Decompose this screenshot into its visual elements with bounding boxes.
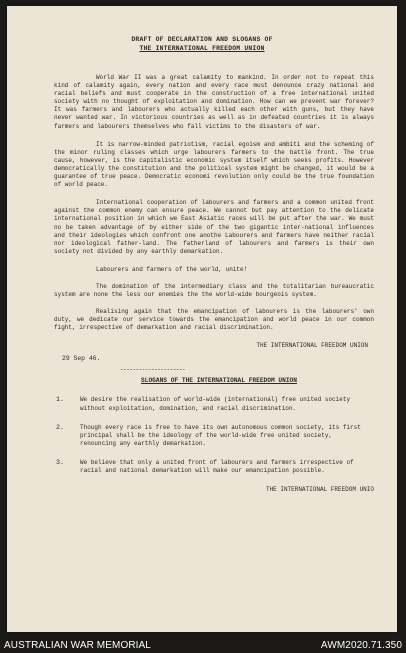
slogan-text: We desire the realisation of world-wide (international) free united society without exploitation, domination, and racial discrimination.: [80, 396, 351, 412]
declaration-signature: THE INTERNATIONAL FREEDOM UNION: [256, 342, 368, 350]
paragraph-3: International cooperation of labourers and farmers and a common united front against the common enemy can ensure peace. We cannot but pay attention to the delicate international position in which we East Asiatic races will be put after the war. We must no be taken advantage of by either side of the two gigantic inter-national influences and their ideologies which confront one anothe Labourers and farmers have neither racial nor ideological father-land. The fatherland of labourers and farmers is their own society not divided by any earthly demarkation.: [54, 199, 374, 255]
document-date: 29 Sep 46.: [62, 355, 101, 363]
paragraph-6: Realising again that the emancipation of labourers is the labourers' own duty, we dedicate our service towards the emancipation and world peace in our common fight, irrespective of demarkation and racial discrimination.: [54, 308, 374, 332]
slogan-item: [54, 396, 374, 412]
document-body: [54, 74, 374, 493]
slogan-item: [54, 424, 374, 448]
paragraph-5: The domination of the intermediary class and the totalitarian bureaucratic system are none the less our enemies the the world-wide bourgeois system.: [54, 282, 374, 299]
slogans-signature: THE INTERNATIONAL FREEDOM UNIO: [265, 486, 374, 494]
slogan-item: [54, 459, 374, 475]
accession-number: AWM2020.71.350: [320, 640, 402, 651]
paragraph-2: It is narrow-minded patriotism, racial egoism and ambiti and the scheming of the minor ruling classes which urge labourers farmers to the battle front. The true cause, however, is the capitalistic economic system itself which seeks profits. However democratically the constitution and the political system might be changed, it would be a guarantee of true peace. Democratic economi revolution only could be the true foundation of world peace.: [54, 140, 374, 189]
slogan-text: Though every race is free to have its own autonomous common society, its first principal shall be the ideology of the world-wide free united society, renouncing any earthly demarkation.: [80, 423, 361, 447]
paragraph-4: Labourers and farmers of the world, unite!: [96, 265, 248, 273]
divider-rule: ---------------------: [120, 366, 186, 374]
document-title-line1: DRAFT OF DECLARATION AND SLOGANS OF: [131, 36, 273, 43]
slogans-heading: SLOGANS OF THE INTERNATIONAL FREEDOM UNION: [141, 377, 297, 385]
paragraph-1: World War II was a great calamity to mankind. In order not to repeat this kind of calamity again, every nation and every race must denounce crazy national and racial beliefs and must cooperate in the construction of a free international united society with no thought of exploitation and domination. How can we prevent war forever? It was farmers and labourers who actually killed each other with guns, but they have never wanted war. In victorious countries as well as in defeated countries it is always farmers and labourers themselves who fall victims to the disasters of war.: [54, 74, 374, 130]
slogan-text: We believe that only a united front of labourers and farmers irrespective of racial and national demarkation will make our emancipation possible.: [80, 458, 354, 474]
source-caption: AUSTRALIAN WAR MEMORIAL: [4, 640, 151, 651]
slogan-number: 3.: [56, 458, 64, 466]
document-title-line2: THE INTERNATIONAL FREEDOM UNION: [139, 45, 265, 52]
slogan-number: 2.: [56, 423, 64, 431]
slogan-number: 1.: [56, 396, 64, 404]
document-page: [7, 6, 397, 632]
